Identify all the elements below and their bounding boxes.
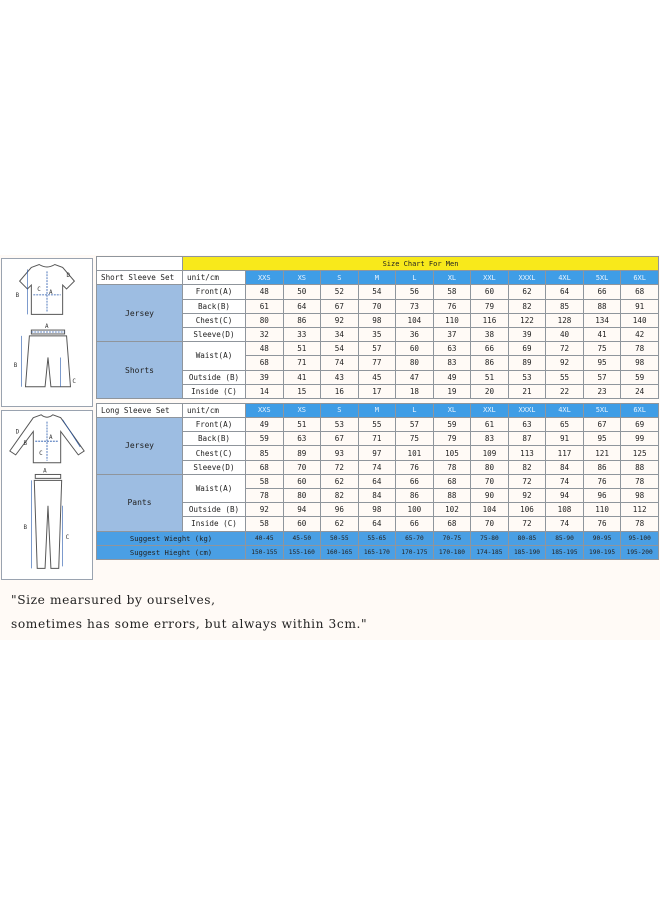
value-cell: 58	[433, 285, 471, 299]
value-cell: 80	[396, 356, 434, 370]
value-cell: 43	[321, 370, 359, 384]
ls-label-c: C	[39, 450, 43, 457]
value-cell: 79	[471, 299, 509, 313]
value-cell: 16	[321, 384, 359, 398]
shorts-label-c: C	[72, 378, 76, 385]
suggest-weight-cell: 70-75	[433, 531, 471, 545]
size-header-cell: XS	[283, 271, 321, 285]
value-cell: 98	[621, 356, 659, 370]
value-cell: 79	[433, 432, 471, 446]
value-cell: 69	[508, 342, 546, 356]
value-cell: 51	[283, 418, 321, 432]
size-header-cell: XXXL	[508, 271, 546, 285]
value-cell: 53	[321, 418, 359, 432]
value-cell: 97	[358, 446, 396, 460]
short-sleeve-diagram	[1, 258, 93, 407]
suggest-height-cell: 195-200	[621, 545, 659, 559]
value-cell: 92	[321, 313, 359, 327]
suggest-weight-cell: 45-50	[283, 531, 321, 545]
value-cell: 66	[396, 517, 434, 531]
value-cell: 88	[621, 460, 659, 474]
value-cell: 78	[246, 489, 284, 503]
suggest-weight-cell: 40-45	[246, 531, 284, 545]
value-cell: 38	[471, 327, 509, 341]
value-cell: 78	[621, 342, 659, 356]
value-cell: 84	[546, 460, 584, 474]
value-cell: 95	[583, 432, 621, 446]
note-line-1: "Size mearsured by ourselves,	[11, 593, 216, 607]
shorts-label-b: B	[13, 363, 18, 370]
value-cell: 96	[321, 503, 359, 517]
measurement-label: Inside (C)	[183, 517, 246, 531]
value-cell: 83	[471, 432, 509, 446]
suggest-height-row	[97, 545, 659, 559]
value-cell: 72	[321, 460, 359, 474]
value-cell: 68	[433, 474, 471, 488]
ls-label-d: D	[15, 429, 20, 436]
suggest-height-cell: 185-195	[546, 545, 584, 559]
jersey-label-c: C	[37, 286, 41, 293]
size-header-cell: 6XL	[621, 403, 659, 417]
size-header-cell: M	[358, 271, 396, 285]
size-header-cell: S	[321, 403, 359, 417]
suggest-weight-cell: 95-100	[621, 531, 659, 545]
value-cell: 24	[621, 384, 659, 398]
value-cell: 55	[546, 370, 584, 384]
suggest-height-cell: 190-195	[583, 545, 621, 559]
value-cell: 64	[358, 517, 396, 531]
suggest-height-cell: 170-175	[396, 545, 434, 559]
long-sleeve-diagram	[1, 410, 93, 580]
value-cell: 85	[246, 446, 284, 460]
size-header-cell: L	[396, 271, 434, 285]
value-cell: 110	[433, 313, 471, 327]
measurement-row	[97, 285, 659, 299]
size-header-cell: XXXL	[508, 403, 546, 417]
value-cell: 67	[321, 432, 359, 446]
value-cell: 74	[321, 356, 359, 370]
size-header-cell: XXL	[471, 271, 509, 285]
value-cell: 83	[433, 356, 471, 370]
value-cell: 91	[546, 432, 584, 446]
value-cell: 65	[546, 418, 584, 432]
suggest-height-label: Suggest Hieght (cm)	[97, 545, 246, 559]
value-cell: 21	[508, 384, 546, 398]
value-cell: 14	[246, 384, 284, 398]
value-cell: 37	[433, 327, 471, 341]
value-cell: 72	[546, 342, 584, 356]
value-cell: 134	[583, 313, 621, 327]
value-cell: 109	[471, 446, 509, 460]
value-cell: 117	[546, 446, 584, 460]
suggest-weight-label: Suggest Wieght (kg)	[97, 531, 246, 545]
value-cell: 104	[471, 503, 509, 517]
value-cell: 69	[621, 418, 659, 432]
size-header-cell: XL	[433, 271, 471, 285]
size-header-cell: XXS	[246, 271, 284, 285]
value-cell: 93	[321, 446, 359, 460]
value-cell: 128	[546, 313, 584, 327]
value-cell: 96	[583, 489, 621, 503]
value-cell: 22	[546, 384, 584, 398]
value-cell: 48	[246, 342, 284, 356]
value-cell: 80	[246, 313, 284, 327]
shorts-label-a: A	[45, 324, 49, 331]
value-cell: 82	[508, 299, 546, 313]
value-cell: 59	[246, 432, 284, 446]
value-cell: 92	[546, 356, 584, 370]
suggest-weight-cell: 85-90	[546, 531, 584, 545]
value-cell: 35	[358, 327, 396, 341]
value-cell: 60	[396, 342, 434, 356]
suggest-weight-cell: 75-80	[471, 531, 509, 545]
value-cell: 70	[283, 460, 321, 474]
jersey-label-a: A	[48, 289, 53, 296]
measurement-label: Sleeve(D)	[183, 327, 246, 341]
value-cell: 18	[396, 384, 434, 398]
value-cell: 89	[508, 356, 546, 370]
value-cell: 74	[358, 460, 396, 474]
value-cell: 40	[546, 327, 584, 341]
value-cell: 80	[471, 460, 509, 474]
long_sleeve-jersey_rows-group-label: Jersey	[97, 418, 183, 475]
short_sleeve-set-label: Short Sleeve Set	[97, 271, 183, 285]
value-cell: 50	[283, 285, 321, 299]
size-header-cell: 4XL	[546, 271, 584, 285]
value-cell: 60	[471, 285, 509, 299]
value-cell: 67	[321, 299, 359, 313]
value-cell: 94	[546, 489, 584, 503]
value-cell: 56	[396, 285, 434, 299]
size-header-cell: 5XL	[583, 403, 621, 417]
value-cell: 84	[358, 489, 396, 503]
measurement-label: Chest(C)	[183, 313, 246, 327]
value-cell: 49	[246, 418, 284, 432]
value-cell: 70	[471, 474, 509, 488]
measurement-label: Waist(A)	[183, 474, 246, 502]
suggest-height-cell: 155-160	[283, 545, 321, 559]
suggest-height-cell: 174-185	[471, 545, 509, 559]
value-cell: 64	[546, 285, 584, 299]
measurement-row	[97, 474, 659, 488]
value-cell: 76	[583, 517, 621, 531]
suggest-height-cell: 165-170	[358, 545, 396, 559]
value-cell: 76	[433, 299, 471, 313]
value-cell: 82	[508, 460, 546, 474]
value-cell: 45	[358, 370, 396, 384]
title-row	[97, 257, 659, 271]
value-cell: 75	[583, 342, 621, 356]
value-cell: 62	[321, 474, 359, 488]
long-sleeve-garment-drawing	[2, 411, 92, 579]
value-cell: 72	[508, 517, 546, 531]
note-line-2: sometimes has some errors, but always within 3cm."	[11, 617, 368, 631]
suggest-weight-cell: 65-70	[396, 531, 434, 545]
value-cell: 54	[358, 285, 396, 299]
value-cell: 74	[546, 517, 584, 531]
value-cell: 19	[433, 384, 471, 398]
chart-title: Size Chart For Men	[183, 257, 659, 271]
ls-label-a: A	[48, 435, 53, 442]
size-header-cell: 4XL	[546, 403, 584, 417]
short_sleeve-unit-label: unit/cm	[183, 271, 246, 285]
value-cell: 54	[321, 342, 359, 356]
value-cell: 121	[583, 446, 621, 460]
value-cell: 63	[283, 432, 321, 446]
value-cell: 51	[471, 370, 509, 384]
measurement-label: Front(A)	[183, 418, 246, 432]
pants-label-a: A	[43, 468, 47, 475]
value-cell: 68	[621, 285, 659, 299]
value-cell: 94	[283, 503, 321, 517]
value-cell: 92	[246, 503, 284, 517]
short_sleeve-header-row	[97, 271, 659, 285]
suggest-weight-cell: 80-85	[508, 531, 546, 545]
value-cell: 17	[358, 384, 396, 398]
value-cell: 48	[246, 285, 284, 299]
value-cell: 59	[621, 370, 659, 384]
value-cell: 33	[283, 327, 321, 341]
value-cell: 34	[321, 327, 359, 341]
value-cell: 91	[621, 299, 659, 313]
value-cell: 86	[583, 460, 621, 474]
value-cell: 23	[583, 384, 621, 398]
long_sleeve-unit-label: unit/cm	[183, 403, 246, 417]
value-cell: 57	[358, 342, 396, 356]
value-cell: 41	[583, 327, 621, 341]
value-cell: 77	[358, 356, 396, 370]
value-cell: 95	[583, 356, 621, 370]
value-cell: 61	[471, 418, 509, 432]
value-cell: 86	[283, 313, 321, 327]
measurement-label: Inside (C)	[183, 384, 246, 398]
value-cell: 64	[358, 474, 396, 488]
value-cell: 102	[433, 503, 471, 517]
long_sleeve-set-label: Long Sleeve Set	[97, 403, 183, 417]
value-cell: 58	[246, 517, 284, 531]
value-cell: 60	[283, 474, 321, 488]
measurement-row	[97, 418, 659, 432]
long_sleeve-header-row	[97, 403, 659, 417]
value-cell: 68	[246, 356, 284, 370]
value-cell: 113	[508, 446, 546, 460]
measurement-label: Chest(C)	[183, 446, 246, 460]
suggest-height-cell: 160-165	[321, 545, 359, 559]
value-cell: 39	[246, 370, 284, 384]
value-cell: 74	[546, 474, 584, 488]
measurement-row	[97, 342, 659, 356]
value-cell: 66	[583, 285, 621, 299]
pants-label-c: C	[65, 535, 70, 542]
value-cell: 42	[621, 327, 659, 341]
suggest-height-cell: 170-180	[433, 545, 471, 559]
value-cell: 87	[508, 432, 546, 446]
value-cell: 125	[621, 446, 659, 460]
value-cell: 101	[396, 446, 434, 460]
value-cell: 62	[508, 285, 546, 299]
value-cell: 66	[396, 474, 434, 488]
value-cell: 108	[546, 503, 584, 517]
ls-label-b: B	[23, 441, 28, 448]
value-cell: 52	[321, 285, 359, 299]
value-cell: 86	[396, 489, 434, 503]
value-cell: 39	[508, 327, 546, 341]
measurement-label: Back(B)	[183, 432, 246, 446]
value-cell: 76	[583, 474, 621, 488]
value-cell: 63	[508, 418, 546, 432]
measurement-label: Front(A)	[183, 285, 246, 299]
value-cell: 88	[433, 489, 471, 503]
value-cell: 59	[433, 418, 471, 432]
size-header-cell: S	[321, 271, 359, 285]
value-cell: 71	[358, 432, 396, 446]
value-cell: 71	[283, 356, 321, 370]
value-cell: 61	[246, 299, 284, 313]
size-header-cell: 5XL	[583, 271, 621, 285]
value-cell: 20	[471, 384, 509, 398]
suggest-weight-cell: 55-65	[358, 531, 396, 545]
value-cell: 75	[396, 432, 434, 446]
value-cell: 63	[433, 342, 471, 356]
size-header-cell: M	[358, 403, 396, 417]
suggest-weight-cell: 90-95	[583, 531, 621, 545]
size-header-cell: XL	[433, 403, 471, 417]
value-cell: 86	[471, 356, 509, 370]
value-cell: 57	[583, 370, 621, 384]
value-cell: 55	[358, 418, 396, 432]
value-cell: 73	[396, 299, 434, 313]
value-cell: 70	[471, 517, 509, 531]
size-header-cell: XXS	[246, 403, 284, 417]
value-cell: 122	[508, 313, 546, 327]
measurement-label: Waist(A)	[183, 342, 246, 370]
value-cell: 60	[283, 517, 321, 531]
value-cell: 68	[433, 517, 471, 531]
value-cell: 90	[471, 489, 509, 503]
value-cell: 58	[246, 474, 284, 488]
value-cell: 41	[283, 370, 321, 384]
value-cell: 116	[471, 313, 509, 327]
value-cell: 57	[396, 418, 434, 432]
size-header-cell: 6XL	[621, 271, 659, 285]
measurement-label: Outside (B)	[183, 503, 246, 517]
value-cell: 104	[396, 313, 434, 327]
size-header-cell: L	[396, 403, 434, 417]
value-cell: 64	[283, 299, 321, 313]
short_sleeve-shorts_rows-group-label: Shorts	[97, 342, 183, 399]
value-cell: 36	[396, 327, 434, 341]
measurement-label: Outside (B)	[183, 370, 246, 384]
suggest-height-cell: 150-155	[246, 545, 284, 559]
value-cell: 49	[433, 370, 471, 384]
value-cell: 105	[433, 446, 471, 460]
value-cell: 100	[396, 503, 434, 517]
value-cell: 51	[283, 342, 321, 356]
value-cell: 68	[246, 460, 284, 474]
short_sleeve-jersey_rows-group-label: Jersey	[97, 285, 183, 342]
value-cell: 85	[546, 299, 584, 313]
value-cell: 62	[321, 517, 359, 531]
jersey-label-b: B	[15, 292, 20, 299]
value-cell: 98	[621, 489, 659, 503]
value-cell: 82	[321, 489, 359, 503]
value-cell: 99	[621, 432, 659, 446]
measurement-label: Sleeve(D)	[183, 460, 246, 474]
size-chart-table	[96, 256, 659, 560]
size-chart-body	[97, 257, 659, 560]
size-header-cell: XXL	[471, 403, 509, 417]
value-cell: 72	[508, 474, 546, 488]
value-cell: 98	[358, 503, 396, 517]
suggest-height-cell: 185-190	[508, 545, 546, 559]
value-cell: 76	[396, 460, 434, 474]
value-cell: 112	[621, 503, 659, 517]
value-cell: 53	[508, 370, 546, 384]
value-cell: 67	[583, 418, 621, 432]
measurement-label: Back(B)	[183, 299, 246, 313]
value-cell: 80	[283, 489, 321, 503]
value-cell: 98	[358, 313, 396, 327]
value-cell: 15	[283, 384, 321, 398]
value-cell: 78	[621, 474, 659, 488]
value-cell: 70	[358, 299, 396, 313]
long_sleeve-pants_rows-group-label: Pants	[97, 474, 183, 531]
value-cell: 89	[283, 446, 321, 460]
suggest-weight-row	[97, 531, 659, 545]
pants-label-b: B	[23, 525, 28, 532]
value-cell: 78	[621, 517, 659, 531]
value-cell: 140	[621, 313, 659, 327]
size-header-cell: XS	[283, 403, 321, 417]
value-cell: 92	[508, 489, 546, 503]
value-cell: 110	[583, 503, 621, 517]
value-cell: 47	[396, 370, 434, 384]
value-cell: 66	[471, 342, 509, 356]
value-cell: 106	[508, 503, 546, 517]
value-cell: 88	[583, 299, 621, 313]
value-cell: 78	[433, 460, 471, 474]
short-sleeve-garment-drawing	[2, 259, 92, 406]
value-cell: 32	[246, 327, 284, 341]
jersey-label-d: D	[66, 273, 71, 280]
suggest-weight-cell: 50-55	[321, 531, 359, 545]
